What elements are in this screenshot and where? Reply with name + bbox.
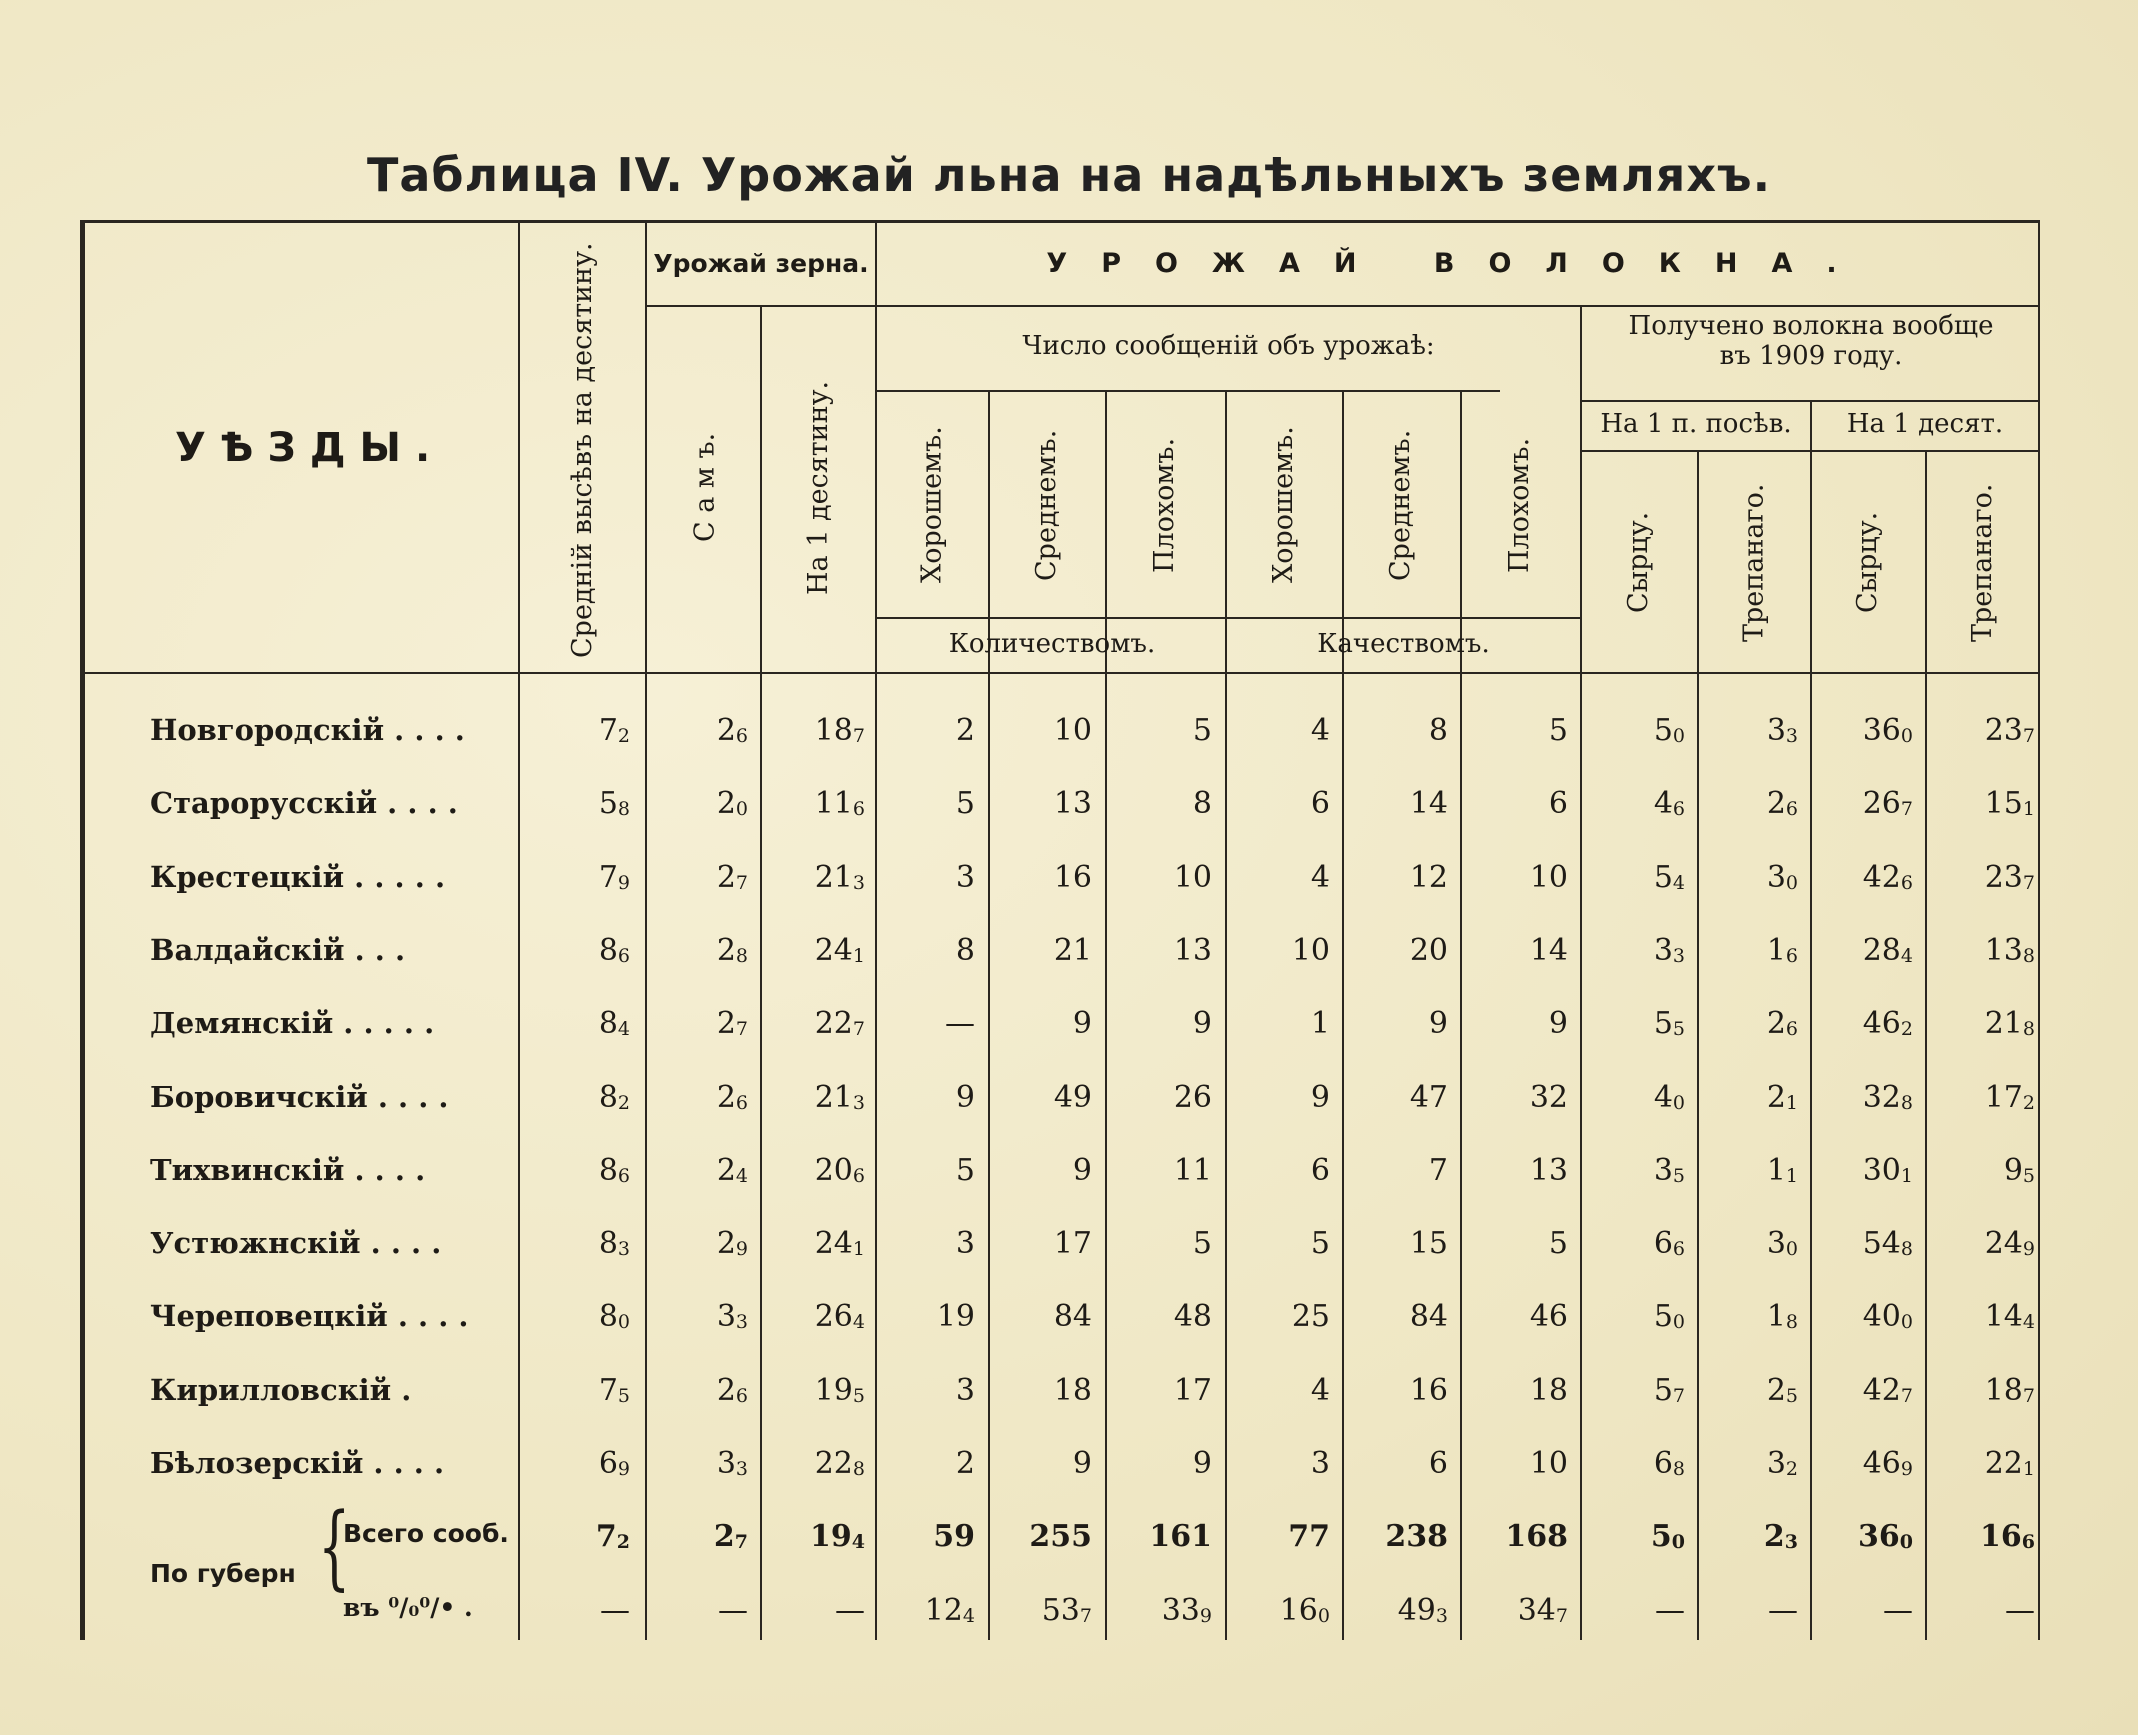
table-cell: $2_1$ (1766, 1079, 1798, 1115)
table-cell: 49 (1053, 1079, 1092, 1115)
header-per-pud-sown: На 1 п. посѣв. (1600, 409, 1792, 439)
table-cell: $11_6$ (814, 786, 865, 822)
table-cell: 3 (1310, 1446, 1330, 1481)
table-cell: — (1655, 1592, 1685, 1628)
table-cell: 5 (1192, 713, 1212, 748)
totals-pct-label: въ ⁰/₀⁰/• . (343, 1592, 473, 1622)
table-cell: $46_2$ (1862, 1006, 1913, 1042)
table-cell: 8 (1192, 786, 1212, 822)
table-cell: $8_0$ (598, 1299, 630, 1335)
table-cell: $2_4$ (716, 1152, 748, 1188)
col-rule (875, 220, 877, 1640)
table-cell: $21_8$ (1984, 1006, 2035, 1042)
table-cell: $2_6$ (716, 1079, 748, 1115)
table-cell: $2_7$ (716, 1006, 748, 1042)
header-scutched-1: Трепанаго. (1738, 483, 1770, 642)
table-cell: $8_6$ (598, 1152, 630, 1188)
table-cell: 9 (955, 1079, 975, 1115)
table-cell: 9 (1428, 1006, 1448, 1042)
table-cell: 238 (1385, 1519, 1448, 1555)
table-row-name: Демянскій . . . . . (150, 1006, 435, 1041)
table-cell: 2 (955, 713, 975, 748)
table-cell: $5_0$ (1653, 713, 1685, 748)
table-cell: $8_6$ (598, 932, 630, 968)
table-cell: 2 (955, 1446, 975, 1481)
table-cell: $2_7$ (716, 859, 748, 895)
table-cell: $18_7$ (814, 713, 865, 748)
table-row-name: Крестецкій . . . . . (150, 859, 446, 894)
table-cell: $2_9$ (716, 1226, 748, 1262)
table-cell: 14 (1529, 932, 1568, 968)
header-qual-medium: Среднемъ. (1385, 429, 1417, 581)
table-cell: 4 (1310, 1372, 1330, 1408)
rule-reports-sub (875, 390, 1500, 392)
table-cell: $24_1$ (814, 932, 865, 968)
table-cell: — (835, 1592, 865, 1628)
table-cell: $6_9$ (598, 1446, 630, 1481)
table-cell: 84 (1053, 1299, 1092, 1335)
table-cell: 26 (1173, 1079, 1212, 1115)
table-cell: $21_3$ (814, 1079, 865, 1115)
table-cell: — (718, 1592, 748, 1628)
header-per-desyat: На 1 десят. (1846, 409, 2004, 439)
table-cell: $18_7$ (1984, 1372, 2035, 1408)
table-cell: — (600, 1592, 630, 1628)
table-cell: 3 (955, 1372, 975, 1408)
table-cell: $46_9$ (1862, 1446, 1913, 1481)
header-qual-bad: Плохомъ. (1504, 437, 1536, 573)
table-cell: $2_6$ (1766, 786, 1798, 822)
table-cell: 5 (955, 1152, 975, 1188)
header-per-desyatina: На 1 десятину. (803, 380, 835, 595)
header-qual-good: Хорошемъ. (1268, 426, 1300, 584)
table-cell: $22_8$ (814, 1446, 865, 1481)
table-cell: 3 (955, 859, 975, 895)
table-row-name: Боровичскій . . . . (150, 1079, 449, 1114)
table-cell: $6_6$ (1653, 1226, 1685, 1262)
col-rule (1810, 400, 1812, 1640)
table-cell: $53_7$ (1041, 1592, 1092, 1628)
table-cell: $21_3$ (814, 859, 865, 895)
table-cell: 8 (1428, 713, 1448, 748)
table-cell: 8 (955, 932, 975, 968)
col-rule (518, 220, 520, 1640)
table-cell: 18 (1529, 1372, 1568, 1408)
table-cell: 9 (1072, 1006, 1092, 1042)
table-cell: $3_3$ (1766, 713, 1798, 748)
table-cell: $9_5$ (2003, 1152, 2035, 1188)
header-bottom-rule (80, 672, 2040, 674)
table-cell: 6 (1548, 786, 1568, 822)
table-cell: 32 (1529, 1079, 1568, 1115)
table-cell: 6 (1310, 1152, 1330, 1188)
table-cell: $5_5$ (1653, 1006, 1685, 1042)
table-cell: 13 (1053, 786, 1092, 822)
table-cell: $7_2$ (598, 713, 630, 748)
table-left-border (80, 220, 85, 1640)
table-cell: 77 (1288, 1519, 1330, 1555)
table-cell: 5 (1548, 1226, 1568, 1262)
table-cell: 11 (1173, 1152, 1212, 1188)
header-raw-1: Сырцу. (1623, 511, 1655, 614)
table-cell: $16_6$ (1980, 1519, 2035, 1555)
col-rule (1580, 305, 1582, 1640)
table-cell: $3_0$ (1766, 1226, 1798, 1262)
table-cell: $26_7$ (1862, 786, 1913, 822)
header-qty-medium: Среднемъ. (1031, 429, 1063, 581)
table-cell: 21 (1053, 932, 1092, 968)
table-cell: 10 (1529, 1446, 1568, 1481)
table-cell: $5_0$ (1653, 1299, 1685, 1335)
table-cell: $17_2$ (1984, 1079, 2035, 1115)
table-cell: 16 (1053, 859, 1092, 895)
table-cell: 4 (1310, 859, 1330, 895)
table-cell: 5 (1548, 713, 1568, 748)
table-cell: — (945, 1006, 975, 1042)
col-rule (645, 220, 647, 1640)
table-cell: $15_1$ (1984, 786, 2035, 822)
header-by-quality: Качествомъ. (1317, 629, 1490, 659)
table-cell: $22_7$ (814, 1006, 865, 1042)
table-cell: $2_6$ (716, 1372, 748, 1408)
table-cell: $5_8$ (598, 786, 630, 822)
table-cell: 5 (955, 786, 975, 822)
table-cell: $49_3$ (1397, 1592, 1448, 1628)
table-cell: 1 (1310, 1006, 1330, 1042)
totals-brace: { (318, 1493, 351, 1601)
col-rule (1697, 450, 1699, 1640)
table-cell: $1_8$ (1766, 1299, 1798, 1335)
table-row-name: Новгородскій . . . . (150, 713, 465, 747)
table-cell: $5_7$ (1653, 1372, 1685, 1408)
table-cell: $24_1$ (814, 1226, 865, 1262)
header-grain-yield: Урожай зерна. (653, 249, 869, 278)
table-cell: 9 (1192, 1446, 1212, 1481)
table-cell: $19_4$ (810, 1519, 865, 1555)
header-reports-count: Число сообщеній объ урожаѣ: (1022, 331, 1435, 361)
table-cell: — (2005, 1592, 2035, 1628)
col-rule (760, 305, 762, 1640)
table-row-name: Валдайскій . . . (150, 932, 406, 967)
col-rule (988, 390, 990, 1640)
table-cell: 15 (1409, 1226, 1448, 1262)
table-cell: $5_0$ (1650, 1519, 1685, 1555)
table-cell: $19_5$ (814, 1372, 865, 1408)
table-cell: 10 (1529, 859, 1568, 895)
col-rule (1925, 450, 1927, 1640)
table-cell: $42_7$ (1862, 1372, 1913, 1408)
table-cell: $14_4$ (1984, 1299, 2035, 1335)
table-cell: 46 (1529, 1299, 1568, 1335)
table-cell: 9 (1548, 1006, 1568, 1042)
table-cell: 168 (1505, 1519, 1568, 1555)
table-cell: 255 (1029, 1519, 1092, 1555)
table-cell: — (1883, 1592, 1913, 1628)
table-cell: 6 (1428, 1446, 1448, 1481)
table-cell: $12_4$ (924, 1592, 975, 1628)
totals-label: По губерн (150, 1559, 296, 1589)
header-qty-good: Хорошемъ. (916, 426, 948, 584)
header-scutched-2: Трепанаго. (1967, 483, 1999, 642)
table-cell: $1_1$ (1766, 1152, 1798, 1188)
table-right-border (2038, 220, 2040, 1640)
table-cell: $22_1$ (1984, 1446, 2035, 1481)
table-cell: $33_9$ (1161, 1592, 1212, 1628)
table-row-name: Тихвинскій . . . . (150, 1152, 426, 1187)
table-cell: $13_8$ (1984, 932, 2035, 968)
table-cell: $3_3$ (1653, 932, 1685, 968)
table-cell: $5_4$ (1653, 859, 1685, 895)
table-cell: $26_4$ (814, 1299, 865, 1335)
table-cell: 5 (1310, 1226, 1330, 1262)
table-cell: $7_5$ (598, 1372, 630, 1408)
table-cell: $2_3$ (1763, 1519, 1798, 1555)
table-cell: 9 (1072, 1152, 1092, 1188)
table-cell: $3_3$ (716, 1446, 748, 1481)
rule-fiber-sub (875, 305, 2040, 307)
header-by-quantity: Количествомъ. (948, 629, 1156, 659)
table-cell: $4_0$ (1653, 1079, 1685, 1115)
table-cell: $30_1$ (1862, 1152, 1913, 1188)
table-top-rule (80, 220, 2040, 223)
table-row-name: Череповецкій . . . . (150, 1299, 469, 1334)
table-cell: $34_7$ (1517, 1592, 1568, 1628)
header-sam: С а м ъ. (689, 432, 721, 543)
table-cell: 17 (1173, 1372, 1212, 1408)
col-rule (1460, 390, 1462, 1640)
table-cell: $3_0$ (1766, 859, 1798, 895)
header-qty-bad: Плохомъ. (1149, 437, 1181, 573)
table-cell: $7_2$ (595, 1519, 630, 1555)
table-cell: $42_6$ (1862, 859, 1913, 895)
table-cell: — (1768, 1592, 1798, 1628)
table-cell: $23_7$ (1984, 859, 2035, 895)
table-cell: $2_8$ (716, 932, 748, 968)
header-raw-2: Сырцу. (1852, 511, 1884, 614)
table-cell: $2_5$ (1766, 1372, 1798, 1408)
table-cell: $54_8$ (1862, 1226, 1913, 1262)
table-cell: 4 (1310, 713, 1330, 748)
table-cell: 3 (955, 1226, 975, 1262)
harvest-table (80, 220, 2040, 1640)
header-fiber-yield: УРОЖАЙ ВОЛОКНА. (1046, 248, 1871, 279)
table-row-name: Кирилловскій . (150, 1372, 412, 1407)
table-cell: $3_2$ (1766, 1446, 1798, 1481)
table-row-name: Бѣлозерскій . . . . (150, 1446, 445, 1480)
table-cell: 10 (1291, 932, 1330, 968)
col-rule (1342, 390, 1344, 1640)
table-cell: $40_0$ (1862, 1299, 1913, 1335)
table-cell: $8_2$ (598, 1079, 630, 1115)
col-rule (1105, 390, 1107, 1640)
table-cell: $2_6$ (1766, 1006, 1798, 1042)
table-cell: 48 (1173, 1299, 1212, 1335)
table-cell: 6 (1310, 786, 1330, 822)
table-cell: $8_4$ (598, 1006, 630, 1042)
table-cell: $3_5$ (1653, 1152, 1685, 1188)
table-cell: 13 (1529, 1152, 1568, 1188)
table-cell: 17 (1053, 1226, 1092, 1262)
table-row-name: Старорусскій . . . . (150, 786, 458, 821)
table-cell: 7 (1428, 1152, 1448, 1188)
table-cell: $28_4$ (1862, 932, 1913, 968)
page-title: Таблица IV. Урожай льна на надѣльныхъ земляхъ. (366, 148, 1772, 202)
table-cell: 161 (1149, 1519, 1212, 1555)
table-cell: $23_7$ (1984, 713, 2035, 748)
table-cell: $6_8$ (1653, 1446, 1685, 1481)
table-cell: 9 (1072, 1446, 1092, 1481)
table-cell: $32_8$ (1862, 1079, 1913, 1115)
header-uezdy: УѢЗДЫ. (175, 425, 445, 471)
table-cell: $2_7$ (713, 1519, 748, 1555)
table-cell: 84 (1409, 1299, 1448, 1335)
table-cell: $4_6$ (1653, 786, 1685, 822)
table-cell: 18 (1053, 1372, 1092, 1408)
table-cell: 59 (933, 1519, 975, 1555)
table-cell: 20 (1409, 932, 1448, 968)
table-cell: $16_0$ (1279, 1592, 1330, 1628)
table-cell: $20_6$ (814, 1152, 865, 1188)
table-cell: $36_0$ (1858, 1519, 1913, 1555)
table-cell: $8_3$ (598, 1226, 630, 1262)
table-cell: 10 (1053, 713, 1092, 748)
table-cell: 9 (1192, 1006, 1212, 1042)
table-cell: 9 (1310, 1079, 1330, 1115)
table-cell: 5 (1192, 1226, 1212, 1262)
table-cell: $24_9$ (1984, 1226, 2035, 1262)
table-cell: $3_3$ (716, 1299, 748, 1335)
header-avg-seed: Средній высѣвъ на десятину. (567, 242, 599, 658)
totals-all-label: Всего сооб. (343, 1519, 509, 1549)
table-cell: $1_6$ (1766, 932, 1798, 968)
table-cell: 25 (1291, 1299, 1330, 1335)
table-cell: 19 (936, 1299, 975, 1335)
table-cell: 12 (1409, 859, 1448, 895)
table-cell: $2_0$ (716, 786, 748, 822)
table-row-name: Устюжнскій . . . . (150, 1226, 442, 1261)
table-cell: $2_6$ (716, 713, 748, 748)
table-cell: 14 (1409, 786, 1448, 822)
header-received-fiber: Получено волокна вообще въ 1909 году. (1628, 311, 1994, 371)
table-cell: $7_9$ (598, 859, 630, 895)
rule-qty-qual (875, 617, 1580, 619)
table-cell: 13 (1173, 932, 1212, 968)
table-cell: $36_0$ (1862, 713, 1913, 748)
table-cell: 10 (1173, 859, 1212, 895)
table-cell: 16 (1409, 1372, 1448, 1408)
col-rule (1225, 390, 1227, 1640)
table-cell: 47 (1409, 1079, 1448, 1115)
